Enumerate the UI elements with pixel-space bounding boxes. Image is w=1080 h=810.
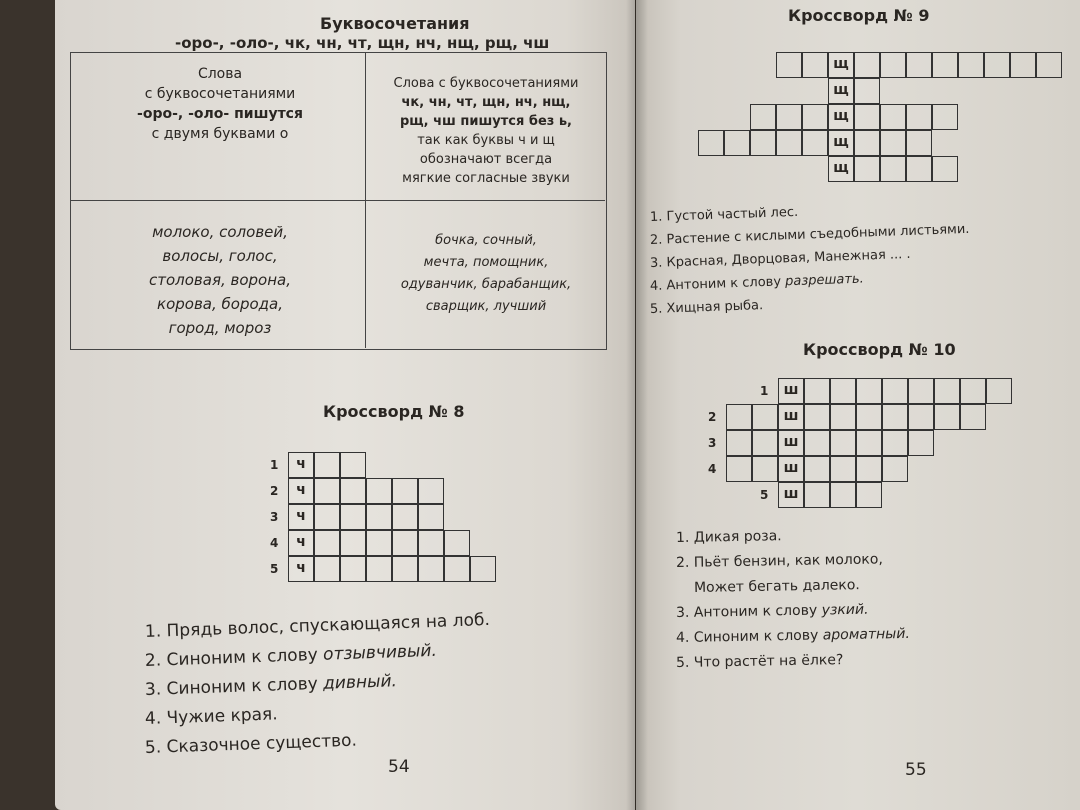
head-right-line: мягкие согласные звуки	[402, 171, 570, 186]
page-number-55: 55	[905, 760, 927, 780]
cw9-cell[interactable]	[802, 130, 828, 156]
cw10-cell[interactable]	[960, 404, 986, 430]
cw8-row-number: 1	[270, 458, 279, 472]
cw10-cell[interactable]	[752, 430, 778, 456]
head-left-cell	[80, 64, 360, 144]
cw9-cell[interactable]	[932, 104, 958, 130]
clue-number: 4.	[144, 708, 167, 729]
cw8-cell[interactable]	[366, 530, 392, 556]
cw10-cell[interactable]	[752, 404, 778, 430]
cw10-cell[interactable]	[882, 430, 908, 456]
cw10-cell[interactable]	[830, 404, 856, 430]
clue-text: Сказочное существо.	[166, 730, 358, 758]
cw9-cell[interactable]	[880, 104, 906, 130]
cw10-cell[interactable]	[804, 404, 830, 430]
cw9-cell[interactable]	[776, 104, 802, 130]
clue-text: Чужие края.	[166, 704, 278, 729]
cw8-cell[interactable]	[314, 530, 340, 556]
cw9-key-cell[interactable]: щ	[828, 52, 854, 78]
cw9-cell[interactable]	[802, 104, 828, 130]
cw9-key-cell[interactable]: щ	[828, 156, 854, 182]
cw10-cell[interactable]	[830, 430, 856, 456]
cw8-cell[interactable]	[366, 504, 392, 530]
cw8-cell[interactable]	[314, 478, 340, 504]
body-left-line: молоко, соловей,	[152, 223, 288, 241]
cw8-cell[interactable]	[340, 530, 366, 556]
body-left-cell	[80, 220, 360, 340]
cw9-cell[interactable]	[724, 130, 750, 156]
cw10-row-number: 5	[760, 488, 769, 502]
clue-number: 2.	[675, 554, 694, 571]
cw10-cell[interactable]	[908, 378, 934, 404]
cw10-cell[interactable]	[726, 456, 752, 482]
cw8-cell[interactable]	[340, 504, 366, 530]
clue-word: узкий.	[821, 601, 869, 619]
head-left-line: с двумя буквами о	[151, 126, 289, 142]
cw8-cell[interactable]	[418, 504, 444, 530]
clue-text: Густой частый лес.	[666, 204, 799, 225]
cw10-row-number: 1	[760, 384, 769, 398]
head-right-line: чк, чн, чт, щн, нч, нщ,	[401, 95, 571, 110]
table-mid-horizontal	[70, 200, 605, 201]
cw9-cell[interactable]	[880, 52, 906, 78]
body-right-line: мечта, помощник,	[423, 255, 549, 270]
crossword-9-title: Кроссворд № 9	[788, 6, 930, 25]
cw8-cell[interactable]	[392, 504, 418, 530]
crossword-8-title: Кроссворд № 8	[323, 402, 465, 421]
clue-line	[676, 602, 869, 621]
cw9-key-cell[interactable]: щ	[828, 104, 854, 130]
clue-text: Хищная рыба.	[666, 298, 764, 317]
cw10-cell[interactable]	[934, 378, 960, 404]
cw8-cell[interactable]	[314, 504, 340, 530]
clue-text: Красная, Дворцовая, Манежная ... .	[666, 246, 911, 271]
clue-word: ароматный.	[822, 625, 910, 644]
cw10-key-cell[interactable]: ш	[778, 482, 804, 508]
rule-table	[70, 30, 620, 370]
cw10-cell[interactable]	[804, 456, 830, 482]
cw10-key-cell[interactable]: ш	[778, 430, 804, 456]
cw9-cell[interactable]	[1010, 52, 1036, 78]
clue-text: Что растёт на ёлке?	[693, 652, 844, 671]
clue-number: 3.	[144, 679, 167, 700]
cw10-cell[interactable]	[752, 456, 778, 482]
body-right-cell	[370, 230, 602, 318]
clue-number: 2.	[144, 650, 167, 671]
cw8-key-cell[interactable]: ч	[288, 452, 314, 478]
cw8-cell[interactable]	[366, 556, 392, 582]
cw8-cell[interactable]	[418, 478, 444, 504]
cw9-key-cell[interactable]: щ	[828, 78, 854, 104]
cw10-cell[interactable]	[960, 378, 986, 404]
body-left-line: корова, борода,	[157, 295, 283, 313]
clue-line	[694, 577, 860, 596]
crossword-10-title: Кроссворд № 10	[803, 340, 956, 359]
clue-text: Антоним к слову	[693, 602, 822, 621]
cw9-key-cell[interactable]: щ	[828, 130, 854, 156]
cw9-cell[interactable]	[906, 104, 932, 130]
clue-word: разрешать.	[784, 271, 864, 290]
cw10-cell[interactable]	[908, 430, 934, 456]
clue-number: 3.	[649, 255, 667, 271]
cw9-cell[interactable]	[906, 130, 932, 156]
cw9-cell[interactable]	[984, 52, 1010, 78]
body-right-line: одуванчик, барабанщик,	[400, 277, 572, 292]
cw10-cell[interactable]	[856, 430, 882, 456]
clue-text: Пьёт бензин, как молоко,	[693, 551, 883, 571]
cw10-cell[interactable]	[830, 482, 856, 508]
clue-text: Может бегать далеко.	[693, 577, 860, 596]
cw8-key-cell[interactable]: ч	[288, 478, 314, 504]
cw10-cell[interactable]	[882, 378, 908, 404]
head-left-line: -оро-, -оло- пишутся	[137, 106, 303, 122]
clue-text: Растение с кислыми съедобными листьями.	[666, 221, 970, 248]
head-right-line: обозначают всегда	[419, 152, 553, 167]
cw8-cell[interactable]	[392, 478, 418, 504]
cw10-row-number: 4	[708, 462, 717, 476]
cw10-cell[interactable]	[804, 430, 830, 456]
cw8-cell[interactable]	[366, 478, 392, 504]
cw10-key-cell[interactable]: ш	[778, 456, 804, 482]
cw9-cell[interactable]	[854, 130, 880, 156]
body-left-line: столовая, ворона,	[148, 271, 291, 289]
cw8-cell[interactable]	[314, 452, 340, 478]
cw9-cell[interactable]	[1036, 52, 1062, 78]
cw9-cell[interactable]	[932, 52, 958, 78]
page-number-54: 54	[388, 757, 410, 777]
cw10-key-cell[interactable]: ш	[778, 404, 804, 430]
clue-number: 1.	[649, 209, 667, 225]
clue-text: Синоним к слову	[693, 627, 823, 646]
cw10-row-number: 2	[708, 410, 717, 424]
cw9-cell[interactable]	[854, 78, 880, 104]
cw8-row-number: 5	[270, 562, 279, 576]
cw9-cell[interactable]	[776, 52, 802, 78]
book-spine	[626, 0, 648, 810]
cw8-cell[interactable]	[340, 556, 366, 582]
cw9-cell[interactable]	[854, 52, 880, 78]
table-heading: Буквосочетания	[320, 14, 470, 33]
cw9-cell[interactable]	[958, 52, 984, 78]
cw10-cell[interactable]	[856, 378, 882, 404]
head-right-line: Слова с буквосочетаниями	[393, 76, 579, 91]
cw8-cell[interactable]	[444, 530, 470, 556]
cw8-cell[interactable]	[470, 556, 496, 582]
head-right-line: рщ, чш пишутся без ь,	[399, 114, 572, 129]
cw8-key-cell[interactable]: ч	[288, 504, 314, 530]
cw10-cell[interactable]	[726, 404, 752, 430]
clue-text: Синоним к слову	[166, 644, 324, 671]
clue-line	[676, 652, 844, 671]
cw10-key-cell[interactable]: ш	[778, 378, 804, 404]
cw10-cell[interactable]	[830, 378, 856, 404]
cw10-row-number: 3	[708, 436, 717, 450]
table-subheading: -оро-, -оло-, чк, чн, чт, щн, нч, нщ, рщ, чш	[175, 34, 550, 52]
cw9-cell[interactable]	[880, 130, 906, 156]
clue-number: 5.	[675, 654, 694, 671]
body-right-line: бочка, сочный,	[435, 233, 537, 248]
clue-number: 4.	[649, 278, 667, 294]
cw8-cell[interactable]	[418, 556, 444, 582]
cw10-cell[interactable]	[856, 404, 882, 430]
cw9-cell[interactable]	[854, 104, 880, 130]
cw9-cell[interactable]	[698, 130, 724, 156]
cw9-cell[interactable]	[776, 130, 802, 156]
cw10-cell[interactable]	[856, 456, 882, 482]
clue-number: 5.	[649, 301, 667, 317]
clue-number: 1.	[144, 621, 167, 642]
clue-text: Антоним к слову	[666, 274, 786, 294]
cw8-row-number: 4	[270, 536, 279, 550]
cw10-cell[interactable]	[882, 404, 908, 430]
clue-number: 5.	[144, 737, 167, 758]
body-right-line: сварщик, лучший	[425, 299, 547, 314]
head-right-line: так как буквы ч и щ	[417, 133, 555, 148]
clue-text: Дикая роза.	[693, 528, 782, 546]
head-left-line: Слова	[197, 66, 243, 82]
cw8-key-cell[interactable]: ч	[288, 556, 314, 582]
cw9-cell[interactable]	[750, 104, 776, 130]
cw10-cell[interactable]	[830, 456, 856, 482]
head-left-line: с буквосочетаниями	[144, 86, 296, 102]
clue-line	[676, 528, 782, 546]
clue-number: 2.	[649, 232, 667, 248]
clue-number: 4.	[675, 629, 694, 646]
cw10-cell[interactable]	[804, 482, 830, 508]
cw9-cell[interactable]	[880, 156, 906, 182]
clue-number: 3.	[675, 604, 694, 621]
cw8-cell[interactable]	[314, 556, 340, 582]
clue-word: дивный.	[322, 671, 398, 694]
cw10-cell[interactable]	[856, 482, 882, 508]
cw9-cell[interactable]	[906, 156, 932, 182]
cw8-cell[interactable]	[444, 556, 470, 582]
cw10-cell[interactable]	[986, 378, 1012, 404]
clue-text: Синоним к слову	[166, 673, 324, 700]
cw10-cell[interactable]	[908, 404, 934, 430]
cw10-cell[interactable]	[882, 456, 908, 482]
cw8-row-number: 2	[270, 484, 279, 498]
cw9-cell[interactable]	[932, 156, 958, 182]
cw9-cell[interactable]	[906, 52, 932, 78]
head-right-cell	[370, 74, 602, 188]
cw9-cell[interactable]	[854, 156, 880, 182]
clue-text: Прядь волос, спускающаяся на лоб.	[166, 609, 491, 642]
cw8-cell[interactable]	[340, 478, 366, 504]
cw8-key-cell[interactable]: ч	[288, 530, 314, 556]
cw8-cell[interactable]	[418, 530, 444, 556]
cw10-cell[interactable]	[934, 404, 960, 430]
cw9-cell[interactable]	[750, 130, 776, 156]
clue-word: отзывчивый.	[322, 640, 438, 665]
cw10-cell[interactable]	[726, 430, 752, 456]
clue-number: 1.	[675, 529, 694, 546]
body-left-line: город, мороз	[168, 319, 272, 337]
cw8-cell[interactable]	[392, 530, 418, 556]
cw8-cell[interactable]	[392, 556, 418, 582]
cw9-cell[interactable]	[802, 52, 828, 78]
body-left-line: волосы, голос,	[162, 247, 278, 265]
cw10-cell[interactable]	[804, 378, 830, 404]
cw8-row-number: 3	[270, 510, 279, 524]
cw8-cell[interactable]	[340, 452, 366, 478]
